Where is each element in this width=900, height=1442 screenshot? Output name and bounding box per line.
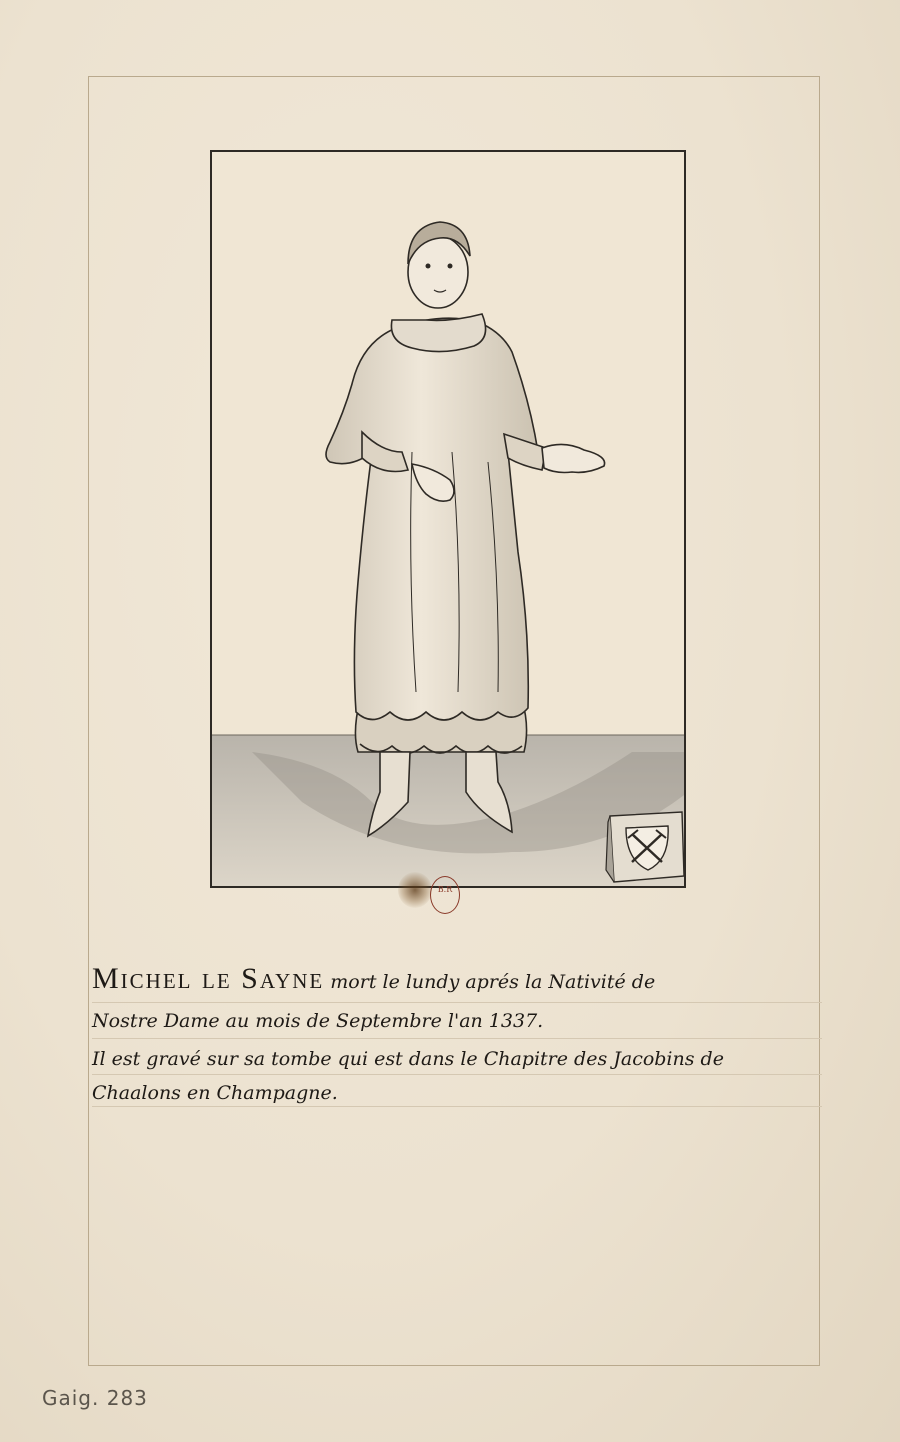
coat-of-arms-crossed-swords xyxy=(606,812,684,882)
ruled-guideline xyxy=(92,1106,822,1107)
monk-illustration xyxy=(212,152,686,888)
illustration-plate xyxy=(210,150,686,888)
ruled-guideline xyxy=(92,1074,822,1075)
caption-line-1 xyxy=(92,962,655,996)
caption-line-1-text: mort le lundy aprés la Nativité de xyxy=(330,971,656,993)
subject-name: Michel le Sayne xyxy=(92,962,325,995)
library-stamp: B.R xyxy=(430,876,460,914)
caption-line-3: Il est gravé sur sa tombe qui est dans le Chapitre des Jacobins de xyxy=(92,1048,724,1070)
ruled-guideline xyxy=(92,1002,822,1003)
caption-line-2: Nostre Dame au mois de Septembre l'an 1337. xyxy=(92,1010,544,1032)
ruled-guideline xyxy=(92,1038,822,1039)
shelfmark-label: Gaig. 283 xyxy=(42,1386,148,1410)
ink-stain xyxy=(398,872,432,908)
caption-line-4: Chaalons en Champagne. xyxy=(92,1082,338,1104)
